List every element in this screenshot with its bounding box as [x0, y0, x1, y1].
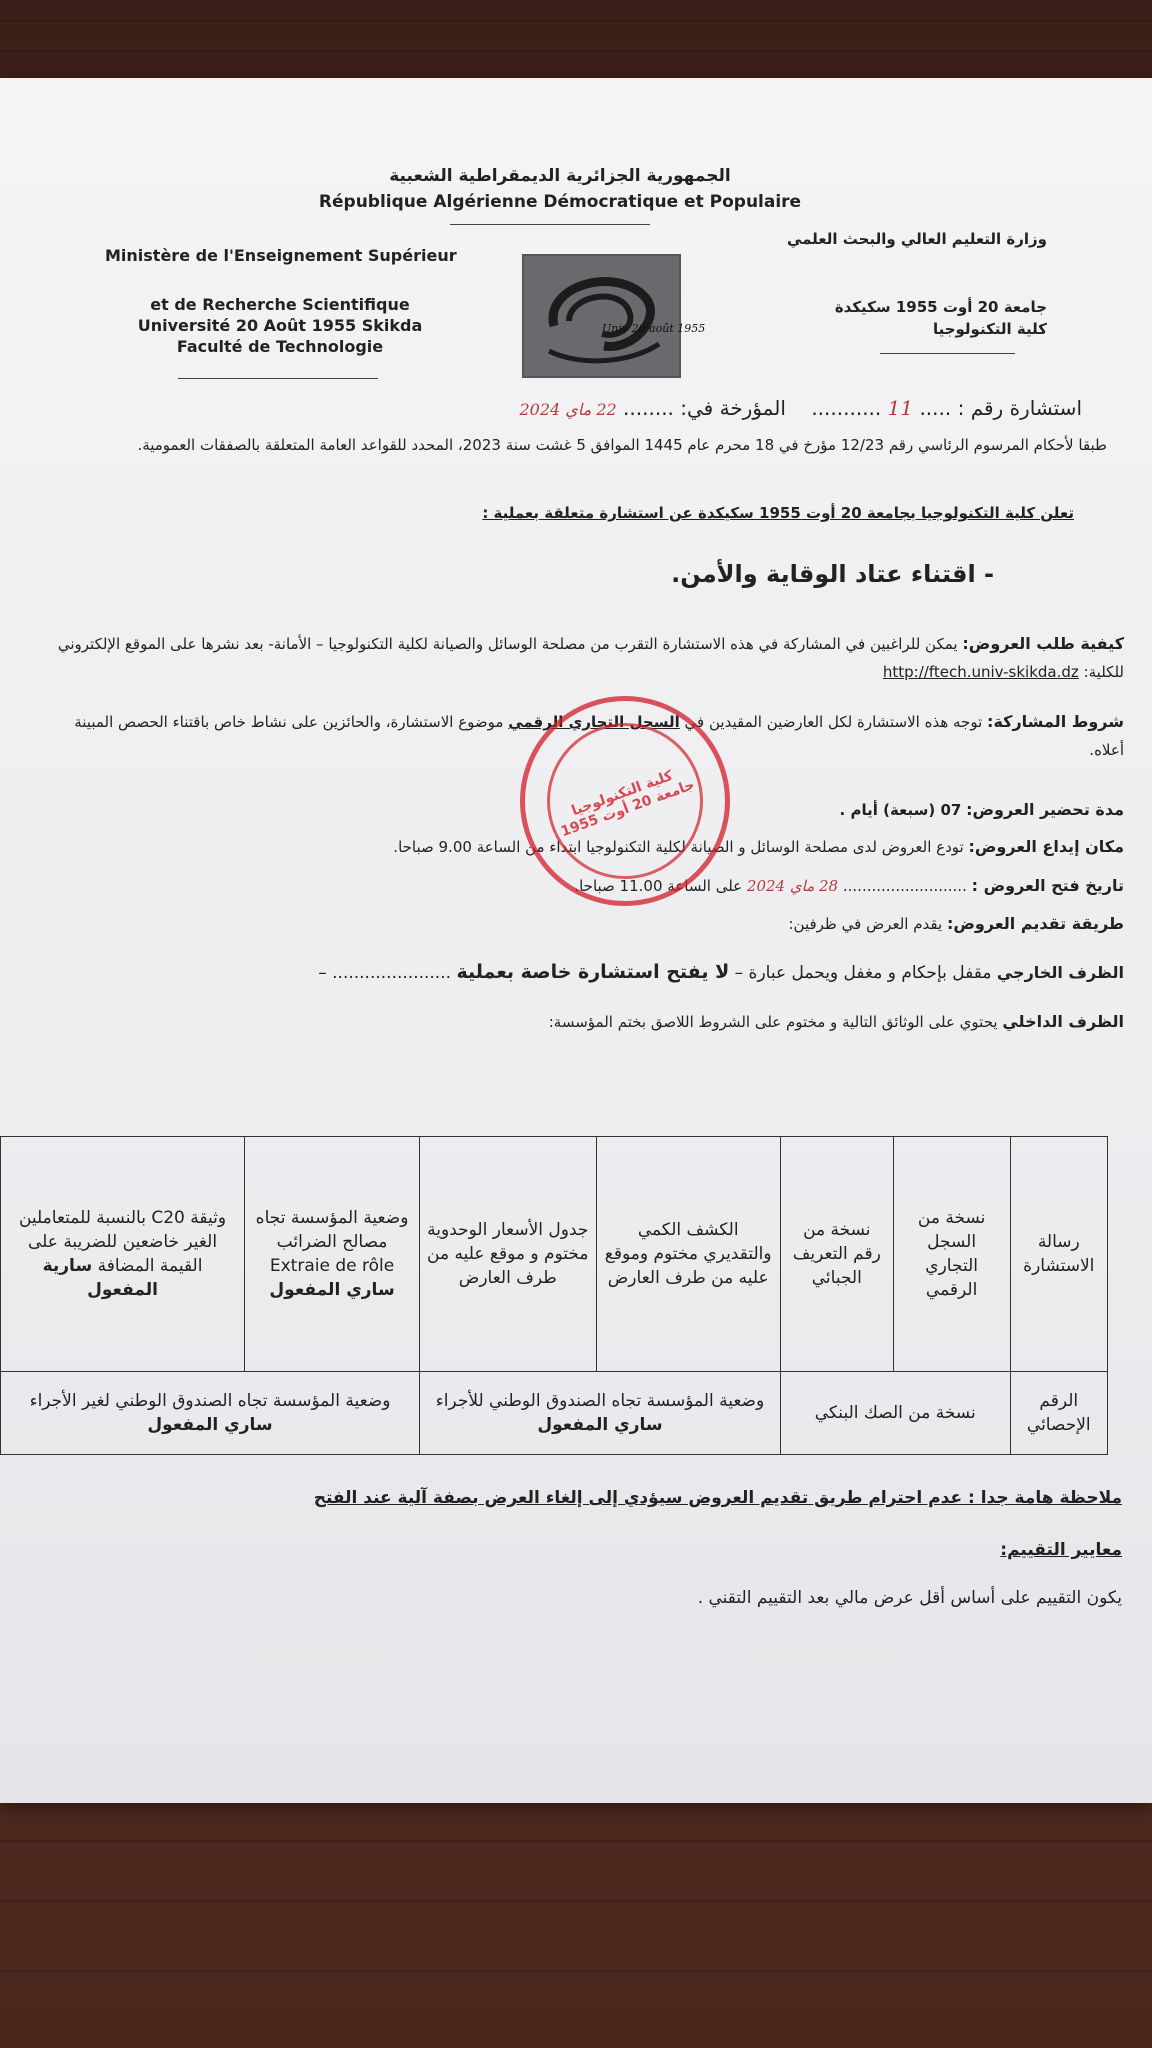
faculty-website-link[interactable]: http://ftech.univ-skikda.dz	[882, 663, 1079, 681]
ministry-ar: وزارة التعليم العالي والبحث العلمي	[786, 230, 1047, 248]
doc-cell: وضعية المؤسسة تجاه الصندوق الوطني للأجراء ساري المفعول	[420, 1372, 781, 1455]
inner-envelope-text: يحتوي على الوثائق التالية و مختوم على الشروط اللاصق بختم المؤسسة:	[548, 1013, 998, 1031]
inner-envelope-line	[44, 1008, 1124, 1036]
announcement: تعلن كلية التكنولوجيا بجامعة 20 أوت 1955 سكيكدة عن استشارة متعلقة بعملية :	[482, 504, 1074, 522]
stamp-text: كلية التكنولوجيا جامعة 20 أوت 1955	[558, 767, 697, 841]
consultation-date: 22 ماي 2024	[519, 400, 617, 419]
request-text: يمكن للراغبين في المشاركة في هذه الاستشارة التقرب من مصلحة الوسائل والصيانة لكلية التكنولوجيا – الأمانة- بعد نشرها على الموقع الإلكتروني للكلية:	[57, 635, 1124, 681]
outer-envelope-label: الظرف الخارجي	[996, 963, 1124, 982]
criteria-text: يكون التقييم على أساس أقل عرض مالي بعد التقييم التقني .	[697, 1588, 1122, 1608]
consultation-number-label: استشارة رقم :	[957, 396, 1082, 420]
doc-cell: نسخة من رقم التعريف الجبائي	[780, 1137, 893, 1372]
svg-text:Univ 20 août 1955: Univ 20 août 1955	[602, 322, 706, 335]
header-divider	[450, 224, 650, 225]
deposit-text: تودع العروض لدى مصلحة الوسائل و الصيانة لكلية التكنولوجيا ابتداء من الساعة 9.00 صباحا.	[393, 838, 964, 856]
doc-cell: وضعية المؤسسة تجاه مصالح الضرائب Extraie de rôle ساري المفعول	[245, 1137, 420, 1372]
outer-envelope-emph: لا يفتح استشارة خاصة بعملية	[456, 961, 730, 983]
ar-divider	[880, 353, 1015, 354]
outer-envelope-line	[44, 958, 1124, 987]
decree-text: طبقا لأحكام المرسوم الرئاسي رقم 12/23 مؤرخ في 18 محرم عام 1445 الموافق 5 غشت سنة 2023، المحدد للقواعد العامة المتعلقة بالصفقات العمومية.	[137, 436, 1107, 454]
fr-divider	[178, 378, 378, 379]
consultation-date-label: المؤرخة في:	[680, 396, 786, 420]
institution-fr	[120, 294, 440, 357]
doc-cell: نسخة من السجل التجاري الرقمي	[893, 1137, 1010, 1372]
important-note: ملاحظة هامة جدا : عدم احترام طريق تقديم العروض سيؤدي إلى إلغاء العرض بصفة آلية عند الفتح	[313, 1488, 1122, 1508]
university-ar: جامعة 20 أوت 1955 سكيكدة	[834, 298, 1047, 316]
document-page	[0, 78, 1152, 1803]
duration-label: مدة تحضير العروض:	[966, 800, 1124, 819]
conditions-label: شروط المشاركة:	[987, 712, 1124, 731]
subject-title: - اقتناء عتاد الوقاية والأمن.	[671, 560, 994, 588]
table-row	[1, 1137, 1108, 1372]
consultation-number-dots: .....	[919, 396, 952, 420]
request-paragraph	[44, 630, 1124, 686]
deposit-label: مكان إيداع العروض:	[968, 837, 1124, 856]
institution-ar	[707, 296, 1047, 340]
inner-envelope-label: الظرف الداخلي	[1002, 1012, 1124, 1031]
consultation-number: 11	[887, 396, 914, 420]
table-row	[1, 1372, 1108, 1455]
conditions-emph: السجل التجاري الرقمي	[508, 713, 680, 731]
institution-fr-line3: Faculté de Technologie	[176, 337, 384, 356]
doc-cell: وضعية المؤسسة تجاه الصندوق الوطني لغير الأجراء ساري المفعول	[1, 1372, 420, 1455]
doc-cell: رسالة الاستشارة	[1010, 1137, 1107, 1372]
consultation-date-dots: ........	[623, 396, 674, 420]
required-documents-table	[0, 1136, 1108, 1455]
criteria-title: معايير التقييم:	[1000, 1540, 1122, 1560]
opening-date: 28 ماي 2024	[746, 877, 839, 895]
opening-dots: ..........................	[842, 877, 967, 895]
conditions-text2: موضوع الاستشارة، والحائزين على نشاط خاص باقتناء الحصص المبينة أعلاه.	[74, 713, 1124, 759]
method-text: يقدم العرض في ظرفين:	[788, 915, 943, 933]
doc-cell: الرقم الإحصائي	[1010, 1372, 1107, 1455]
consultation-line	[442, 396, 1082, 420]
institution-fr-line2: Université 20 Août 1955 Skikda	[137, 316, 423, 335]
faculty-ar: كلية التكنولوجيا	[932, 320, 1047, 338]
doc-cell: جدول الأسعار الوحدوية مختوم و موقع عليه من طرف العارض	[420, 1137, 596, 1372]
institution-fr-line1: et de Recherche Scientifique	[150, 295, 410, 314]
opening-label: تاريخ فتح العروض :	[971, 876, 1124, 895]
method-label: طريقة تقديم العروض:	[946, 914, 1124, 933]
republic-title-fr: République Algérienne Démocratique et Populaire	[318, 192, 802, 212]
faculty-stamp	[520, 696, 730, 906]
stamp-inner-ring	[547, 723, 703, 879]
opening-time: على الساعة 11.00 صباحا.	[574, 877, 743, 895]
request-label: كيفية طلب العروض:	[962, 634, 1124, 653]
outer-envelope-dots: ...................... –	[318, 963, 452, 983]
doc-cell: الكشف الكمي والتقديري مختوم وموقع عليه من طرف العارض	[596, 1137, 780, 1372]
outer-envelope-text: مقفل بإحكام و مغفل ويحمل عبارة –	[734, 963, 992, 983]
republic-title-ar: الجمهورية الجزائرية الديمقراطية الشعبية	[389, 166, 731, 186]
duration-value: 07 (سبعة) أيام .	[839, 801, 962, 819]
method-line	[44, 910, 1124, 938]
doc-cell: نسخة من الصك البنكي	[780, 1372, 1010, 1455]
ministry-fr: Ministère de l'Enseignement Supérieur	[105, 246, 457, 265]
logo-swirl-icon	[524, 256, 706, 376]
consultation-number-dots-after: ...........	[811, 396, 882, 420]
university-logo	[522, 254, 706, 378]
conditions-text1: توجه هذه الاستشارة لكل العارضين المقيدين في	[684, 713, 983, 731]
doc-cell: وثيقة C20 بالنسبة للمتعاملين الغير خاضعين للضريبة على القيمة المضافة سارية المفعول	[1, 1137, 245, 1372]
